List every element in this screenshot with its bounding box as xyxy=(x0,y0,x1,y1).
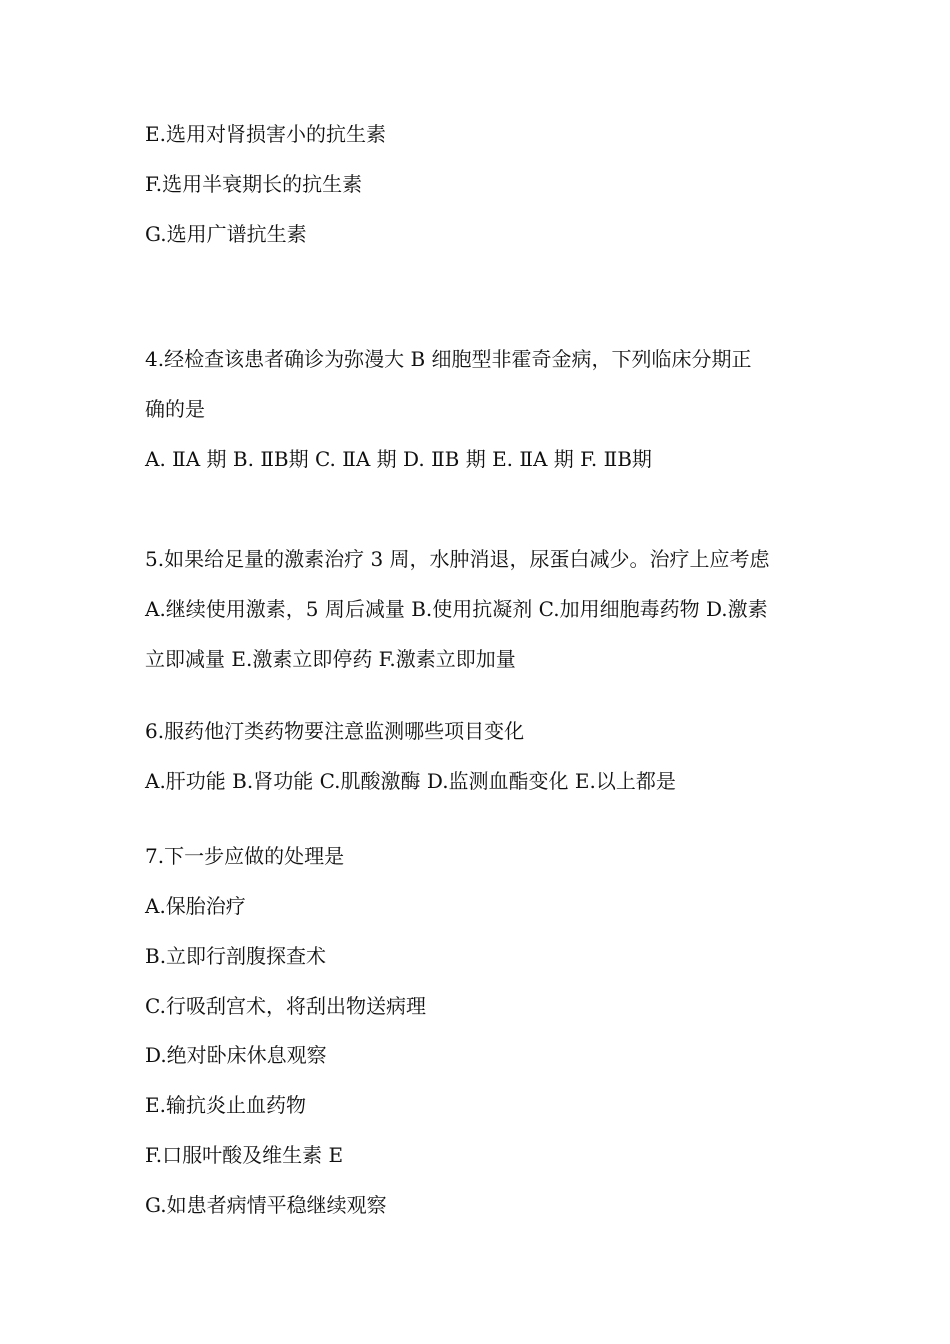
q7-stem: 7.下一步应做的处理是 xyxy=(145,844,345,868)
q6-stem: 6.服药他汀类药物要注意监测哪些项目变化 xyxy=(145,719,525,743)
q7-option-c: C.行吸刮宫术，将刮出物送病理 xyxy=(145,994,426,1018)
q7-option-a: A.保胎治疗 xyxy=(145,894,246,918)
q6-options: A.肝功能 B.肾功能 C.肌酸激酶 D.监测血酯变化 E.以上都是 xyxy=(145,769,676,793)
q5-options-line1: A.继续使用激素，5 周后减量 B.使用抗凝剂 C.加用细胞毒药物 D.激素 xyxy=(145,597,768,621)
q3-option-g: G.选用广谱抗生素 xyxy=(145,222,307,246)
q4-options: A. ⅡA 期 B. ⅡB期 C. ⅡA 期 D. ⅡB 期 E. ⅡA 期 F. ⅡB期 xyxy=(145,447,652,471)
q3-option-e: E.选用对肾损害小的抗生素 xyxy=(145,122,386,146)
q4-stem-line1: 4.经检查该患者确诊为弥漫大 B 细胞型非霍奇金病，下列临床分期正 xyxy=(145,347,752,371)
q5-options-line2: 立即减量 E.激素立即停药 F.激素立即加量 xyxy=(145,647,516,671)
q7-option-g: G.如患者病情平稳继续观察 xyxy=(145,1193,387,1217)
q7-option-f: F.口服叶酸及维生素 E xyxy=(145,1143,344,1167)
q3-option-f: F.选用半衰期长的抗生素 xyxy=(145,172,363,196)
q4-stem-line2: 确的是 xyxy=(145,397,205,421)
q7-option-e: E.输抗炎止血药物 xyxy=(145,1093,306,1117)
q7-option-d: D.绝对卧床休息观察 xyxy=(145,1043,327,1067)
q5-stem: 5.如果给足量的激素治疗 3 周，水肿消退，尿蛋白减少。治疗上应考虑 xyxy=(145,547,770,571)
q7-option-b: B.立即行剖腹探查术 xyxy=(145,944,327,968)
